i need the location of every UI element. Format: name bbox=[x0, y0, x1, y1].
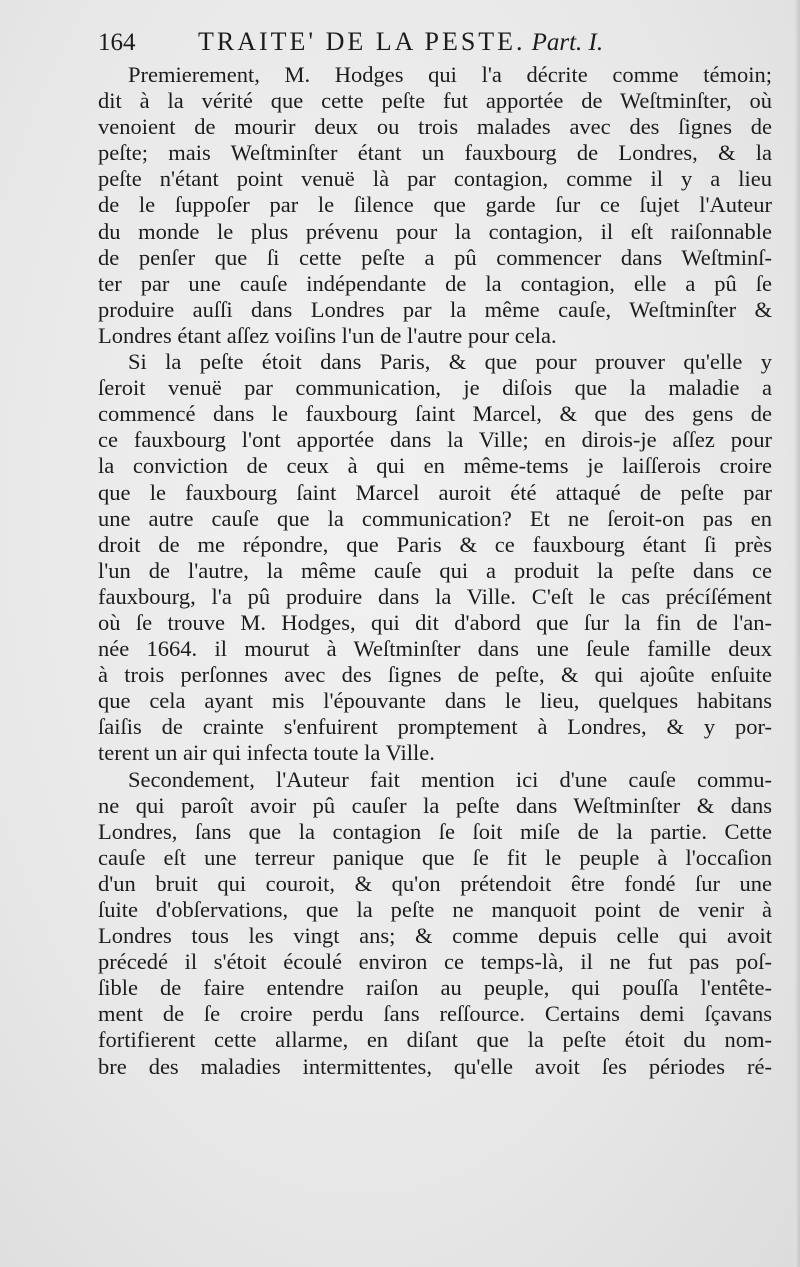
text-line: où ſe trouve M. Hodges, qui dit d'abord que ſur la fin de l'an- bbox=[98, 609, 772, 635]
paragraph-2 bbox=[98, 349, 772, 767]
text-line: que le fauxbourg ſaint Marcel auroit été attaqué de peſte par bbox=[98, 479, 772, 505]
text-line: Londres tous les vingt ans; & comme depuis celle qui avoit bbox=[98, 923, 772, 949]
text-line: ce fauxbourg l'ont apportée dans la Ville; en dirois-je aſſez pour bbox=[98, 427, 772, 453]
paragraph-1 bbox=[98, 62, 772, 349]
text-line: terent un air qui infecta toute la Ville. bbox=[98, 740, 435, 766]
text-line: produire auſſi dans Londres par la même cauſe, Weſtminſter & bbox=[98, 296, 772, 322]
text-line: une autre cauſe que la communication? Et ne ſeroit-on pas en bbox=[98, 505, 772, 531]
text-line: dit à la vérité que cette peſte fut apportée de Weſtminſter, où bbox=[98, 88, 772, 114]
text-line: ment de ſe croire perdu ſans reſſource. Certains demi ſçavans bbox=[98, 1001, 772, 1027]
text-line: née 1664. il mourut à Weſtminſter dans une ſeule famille deux bbox=[98, 636, 772, 662]
text-line: ſible de faire entendre raiſon au peuple, qui pouſſa l'entête- bbox=[98, 975, 772, 1001]
text-line: Secondement, l'Auteur fait mention ici d'une cauſe commu- bbox=[128, 766, 772, 792]
text-line: ne qui paroît avoir pû cauſer la peſte dans Weſtminſter & dans bbox=[98, 792, 772, 818]
text-line: fortifierent cette allarme, en diſant que la peſte étoit du nom- bbox=[98, 1027, 772, 1053]
page-number: 164 bbox=[98, 29, 136, 56]
running-title: TRAITE' DE LA PESTE. bbox=[198, 27, 526, 56]
text-line: commencé dans le fauxbourg ſaint Marcel, & que des gens de bbox=[98, 401, 772, 427]
text-line: bre des maladies intermittentes, qu'elle avoit ſes périodes ré- bbox=[98, 1053, 772, 1079]
text-line: ter par une cauſe indépendante de la contagion, elle a pû ſe bbox=[98, 270, 772, 296]
text-line: peſte n'étant point venuë là par contagion, comme il y a lieu bbox=[98, 166, 772, 192]
text-line: peſte; mais Weſtminſter étant un fauxbourg de Londres, & la bbox=[98, 140, 772, 166]
text-line: Londres, ſans que la contagion ſe ſoit miſe de la partie. Cette bbox=[98, 818, 772, 844]
text-line: Premierement, M. Hodges qui l'a décrite comme témoin; bbox=[128, 62, 772, 87]
text-line: précedé il s'étoit écoulé environ ce temps-là, il ne fut pas poſ- bbox=[98, 949, 772, 975]
text-line: l'un de l'autre, la même cauſe qui a produit la peſte dans ce bbox=[98, 557, 772, 583]
text-line: de penſer que ſi cette peſte a pû commencer dans Weſtminſ- bbox=[98, 244, 772, 270]
text-line: venoient de mourir deux ou trois malades avec des ſignes de bbox=[98, 114, 772, 140]
text-line: d'un bruit qui couroit, & qu'on prétendoit être fondé ſur une bbox=[98, 870, 772, 896]
text-line: fauxbourg, l'a pû produire dans la Ville. C'eſt le cas précíſément bbox=[98, 583, 772, 609]
text-line: à trois perſonnes avec des ſignes de peſte, & qui ajoûte enſuite bbox=[98, 662, 772, 688]
text-line: ſaiſis de crainte s'enfuirent promptement à Londres, & y por- bbox=[98, 714, 772, 740]
text-line: ſuite d'obſervations, que la peſte ne manquoit point de venir à bbox=[98, 897, 772, 922]
text-line: Si la peſte étoit dans Paris, & que pour prouver qu'elle y bbox=[128, 349, 772, 375]
text-line: la conviction de ceux à qui en même-tems je laiſſerois croire bbox=[98, 453, 772, 479]
text-line: Londres étant aſſez voiſins l'un de l'autre pour cela. bbox=[98, 322, 557, 348]
text-line: ſeroit venuë par communication, je diſois que la maladie a bbox=[98, 375, 772, 401]
text-block bbox=[98, 22, 772, 1080]
text-line: de le ſuppoſer par le ſilence que garde ſur ce ſujet l'Auteur bbox=[98, 192, 772, 218]
text-line: du monde le plus prévenu pour la contagion, il eſt raiſonnable bbox=[98, 218, 772, 244]
text-line: cauſe eſt une terreur panique que ſe fit le peuple à l'occaſion bbox=[98, 844, 772, 870]
running-header bbox=[98, 22, 772, 62]
text-line: que cela ayant mis l'épouvante dans le lieu, quelques habitans bbox=[98, 688, 772, 714]
part-label: Part. I. bbox=[531, 29, 604, 56]
text-line: droit de me répondre, que Paris & ce fauxbourg étant ſi près bbox=[98, 531, 772, 557]
page-edge-shadow bbox=[794, 0, 800, 1267]
paragraph-3 bbox=[98, 767, 772, 1080]
